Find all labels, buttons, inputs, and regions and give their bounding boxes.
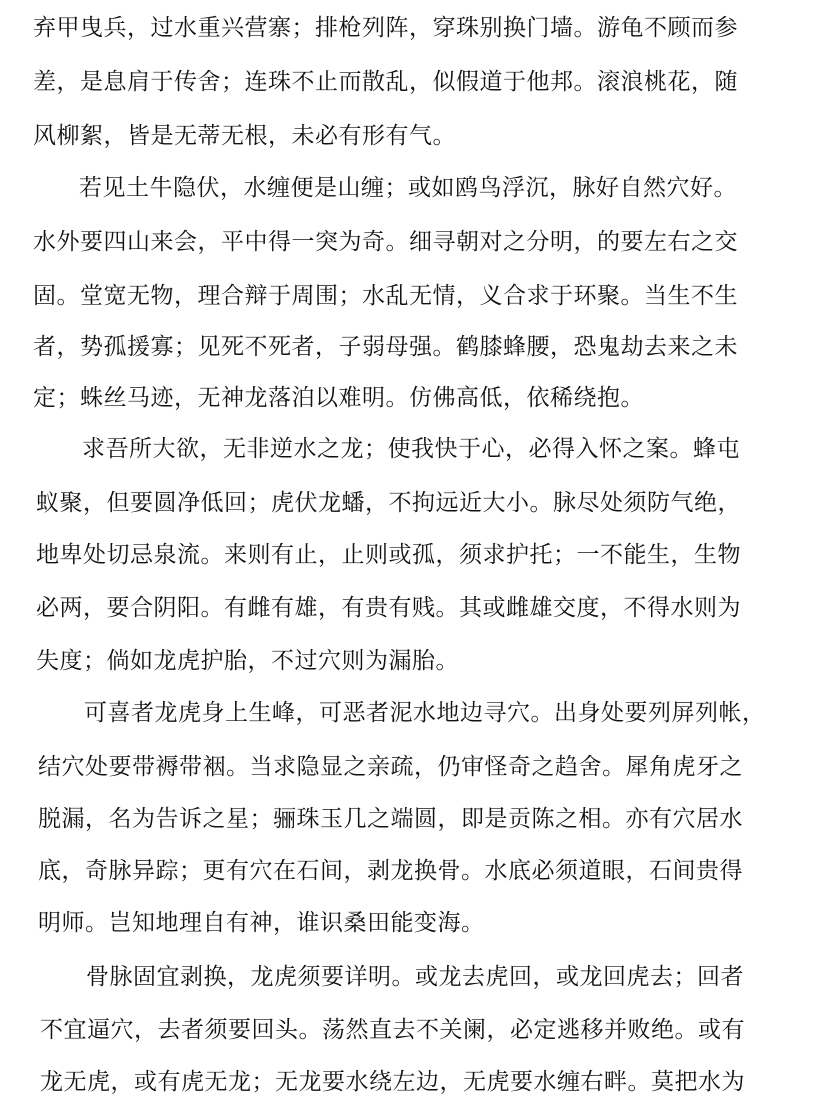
text-line: 失度；倘如龙虎护胎，不过穴则为漏胎。 bbox=[36, 648, 459, 674]
text-line: 固。堂宽无物，理合辩于周围；水乱无情，义合求于环聚。当生不生 bbox=[33, 283, 738, 309]
text-line: 定；蛛丝马迹，无神龙落泊以难明。仿佛高低，依稀绕抱。 bbox=[33, 385, 644, 411]
text-line: 水外要四山来会，平中得一突为奇。细寻朝对之分明，的要左右之交 bbox=[33, 229, 738, 255]
text-line: 蚁聚，但要圆净低回；虎伏龙蟠，不拘远近大小。脉尽处须防气绝， bbox=[36, 490, 741, 516]
text-line: 龙无虎，或有虎无龙；无龙要水绕左边，无虎要水缠右畔。莫把水为 bbox=[40, 1069, 745, 1095]
text-line: 者，势孤援寡；见死不死者，子弱母强。鹤膝蜂腰，恐鬼劫去来之未 bbox=[33, 334, 738, 360]
text-line: 差，是息肩于传舍；连珠不止而散乱，似假道于他邦。滚浪桃花，随 bbox=[33, 69, 738, 95]
text-line: 不宜逼穴，去者须要回头。荡然直去不关阑，必定逃移并败绝。或有 bbox=[40, 1017, 745, 1043]
text-line: 地卑处切忌泉流。来则有止，止则或孤，须求护托；一不能生，生物 bbox=[36, 542, 741, 568]
text-line: 求吾所大欲，无非逆水之龙；使我快于心，必得入怀之案。蜂屯 bbox=[82, 436, 740, 462]
text-line: 必两，要合阴阳。有雌有雄，有贵有贱。其或雌雄交度，不得水则为 bbox=[36, 595, 741, 621]
text-line: 脱漏，名为告诉之星；骊珠玉几之端圆，即是贡陈之相。亦有穴居水 bbox=[38, 806, 743, 832]
text-line: 可喜者龙虎身上生峰，可恶者泥水地边寻穴。出身处要列屏列帐， bbox=[84, 700, 766, 726]
text-line: 明师。岂知地理自有神，谁识桑田能变海。 bbox=[38, 910, 485, 936]
text-line: 底，奇脉异踪；更有穴在石间，剥龙换骨。水底必须道眼，石间贵得 bbox=[38, 858, 743, 884]
text-line: 结穴处要带褥带裀。当求隐显之亲疏，仍审怪奇之趋舍。犀角虎牙之 bbox=[38, 754, 743, 780]
text-line: 弃甲曳兵，过水重兴营寨；排枪列阵，穿珠别换门墙。游龟不顾而参 bbox=[33, 15, 738, 41]
text-line: 若见土牛隐伏，水缠便是山缠；或如鸥鸟浮沉，脉好自然穴好。 bbox=[79, 175, 737, 201]
text-line: 风柳絮，皆是无蒂无根，未必有形有气。 bbox=[33, 123, 456, 149]
text-line: 骨脉固宜剥换，龙虎须要详明。或龙去虎回，或龙回虎去；回者 bbox=[86, 964, 744, 990]
